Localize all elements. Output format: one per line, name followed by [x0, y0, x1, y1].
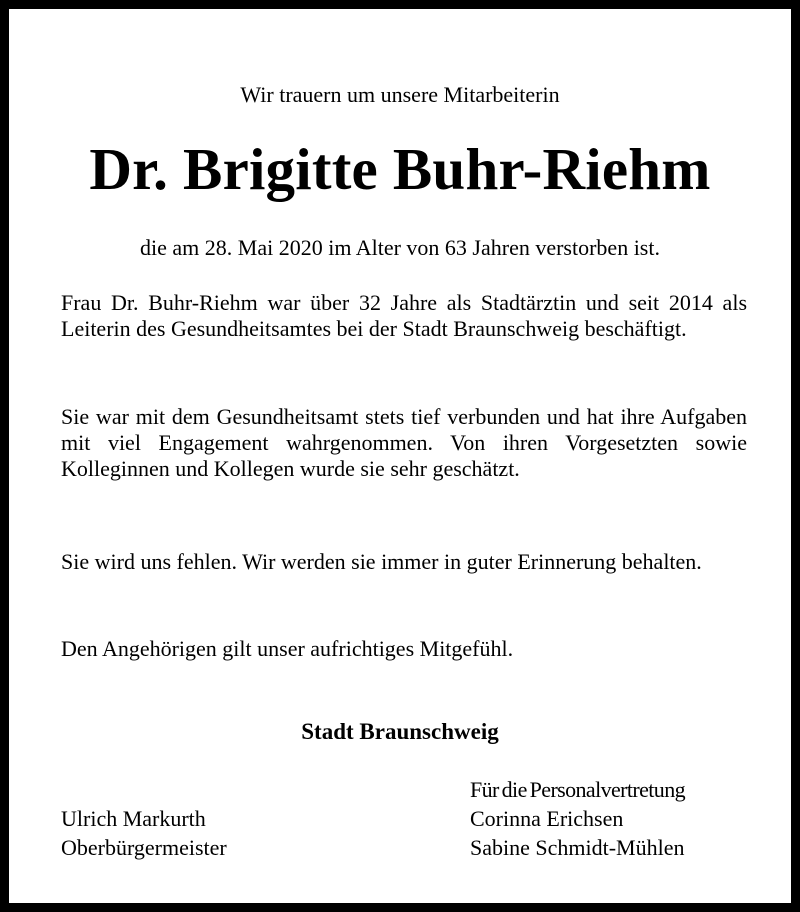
paragraph-dedication: Sie war mit dem Gesundheitsamt stets tief verbunden und hat ihre Aufgaben mit viel Engagement wahrgenommen. Von ihren Vorgesetzten sowie Kolleginnen und Kollegen wurde sie sehr geschätzt.	[61, 404, 747, 481]
death-date-line: die am 28. Mai 2020 im Alter von 63 Jahren verstorben ist.	[140, 235, 660, 260]
signer-name: Corinna Erichsen	[470, 806, 624, 831]
signer-name: Sabine Schmidt-Mühlen	[470, 835, 685, 860]
deceased-name: Dr. Brigitte Buhr-Riehm	[89, 136, 711, 202]
signer-name: Ulrich Markurth	[61, 806, 206, 831]
signature-left	[61, 804, 227, 862]
signer-title: Oberbürgermeister	[61, 835, 227, 860]
signature-right	[470, 775, 685, 862]
intro-line: Wir trauern um unsere Mitarbeiterin	[240, 82, 560, 107]
paragraph-career: Frau Dr. Buhr-Riehm war über 32 Jahre als Stadtärztin und seit 2014 als Leiterin des Gesundheitsamtes bei der Stadt Braunschweig beschäftigt.	[61, 290, 747, 341]
signer-group-heading: Für die Personalvertretung	[470, 777, 686, 802]
organization-name: Stadt Braunschweig	[301, 719, 499, 744]
paragraph-condolence: Den Angehörigen gilt unser aufrichtiges Mitgefühl.	[61, 636, 514, 661]
paragraph-remembrance: Sie wird uns fehlen. Wir werden sie immer in guter Erinnerung behalten.	[61, 549, 702, 574]
